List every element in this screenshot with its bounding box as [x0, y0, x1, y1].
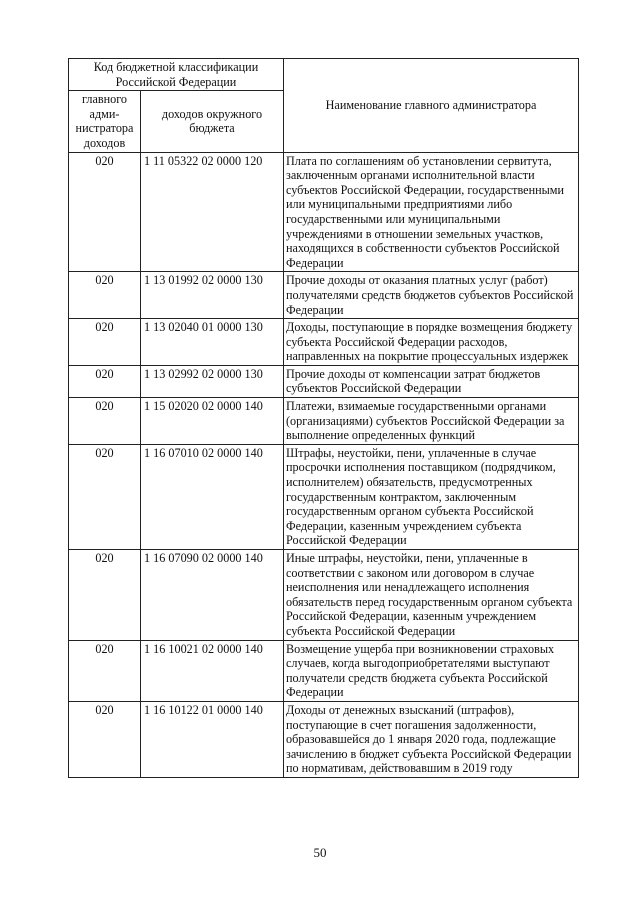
table-body — [69, 152, 579, 777]
header-budget-classification: Код бюджетной классификации Российской Федерации — [69, 59, 284, 91]
administrator-name-cell: Доходы, поступающие в порядке возмещения бюджету субъекта Российской Федерации расходов, направленных на покрытие процессуальных издержек — [284, 319, 579, 366]
admin-code-cell: 020 — [69, 640, 141, 701]
header-administrator-name: Наименование главного администратора — [284, 59, 579, 153]
admin-code-cell: 020 — [69, 152, 141, 272]
table-row — [69, 152, 579, 272]
document-page — [68, 58, 578, 778]
revenue-codes-table — [68, 58, 579, 778]
table-row — [69, 319, 579, 366]
admin-code-cell: 020 — [69, 365, 141, 397]
administrator-name-cell: Возмещение ущерба при возникновении страховых случаев, когда выгодоприобретателями выступают получатели средств бюджета субъекта Российской Федерации — [284, 640, 579, 701]
revenue-code-cell: 1 16 10021 02 0000 140 — [141, 640, 284, 701]
administrator-name-cell: Прочие доходы от компенсации затрат бюджетов субъектов Российской Федерации — [284, 365, 579, 397]
revenue-code-cell: 1 16 10122 01 0000 140 — [141, 701, 284, 777]
revenue-code-cell: 1 13 02992 02 0000 130 — [141, 365, 284, 397]
table-row — [69, 444, 579, 549]
header-main-administrator: главного адми-нистратора доходов — [69, 91, 141, 152]
table-row — [69, 640, 579, 701]
admin-code-cell: 020 — [69, 272, 141, 319]
header-district-budget-revenue: доходов окружного бюджета — [141, 91, 284, 152]
revenue-code-cell: 1 11 05322 02 0000 120 — [141, 152, 284, 272]
revenue-code-cell: 1 13 02040 01 0000 130 — [141, 319, 284, 366]
table-row — [69, 398, 579, 445]
admin-code-cell: 020 — [69, 701, 141, 777]
admin-code-cell: 020 — [69, 444, 141, 549]
admin-code-cell: 020 — [69, 398, 141, 445]
admin-code-cell: 020 — [69, 319, 141, 366]
table-row — [69, 701, 579, 777]
table-row — [69, 365, 579, 397]
administrator-name-cell: Платежи, взимаемые государственными органами (организациями) субъектов Российской Федерации за выполнение определенных функций — [284, 398, 579, 445]
revenue-code-cell: 1 15 02020 02 0000 140 — [141, 398, 284, 445]
table-row — [69, 272, 579, 319]
administrator-name-cell: Иные штрафы, неустойки, пени, уплаченные в соответствии с законом или договором в случае неисполнения или ненадлежащего исполнения обязательств перед государственным органом субъекта Российской Федерации, казенным учреждением субъекта Российской Федерации — [284, 550, 579, 641]
header-row-top — [69, 59, 579, 91]
revenue-code-cell: 1 13 01992 02 0000 130 — [141, 272, 284, 319]
administrator-name-cell: Штрафы, неустойки, пени, уплаченные в случае просрочки исполнения поставщиком (подрядчиком, исполнителем) обязательств, предусмотренных государственным контрактом, заключенным государственным органом субъекта Российской Федерации, казенным учреждением субъекта Российской Федерации — [284, 444, 579, 549]
revenue-code-cell: 1 16 07010 02 0000 140 — [141, 444, 284, 549]
administrator-name-cell: Прочие доходы от оказания платных услуг (работ) получателями средств бюджетов субъектов Российской Федерации — [284, 272, 579, 319]
page-number: 50 — [313, 845, 327, 860]
revenue-code-cell: 1 16 07090 02 0000 140 — [141, 550, 284, 641]
admin-code-cell: 020 — [69, 550, 141, 641]
administrator-name-cell: Доходы от денежных взысканий (штрафов), поступающие в счет погашения задолженности, образовавшейся до 1 января 2020 года, подлежащие зачислению в бюджет субъекта Российской Федерации по нормативам, действовавшим в 2019 году — [284, 701, 579, 777]
administrator-name-cell: Плата по соглашениям об установлении сервитута, заключенным органами исполнительной власти субъектов Российской Федерации, государственными или муниципальными предприятиями либо государственными или муниципальными учреждениями в отношении земельных участков, находящихся в собственности субъектов Российской Федерации — [284, 152, 579, 272]
table-row — [69, 550, 579, 641]
